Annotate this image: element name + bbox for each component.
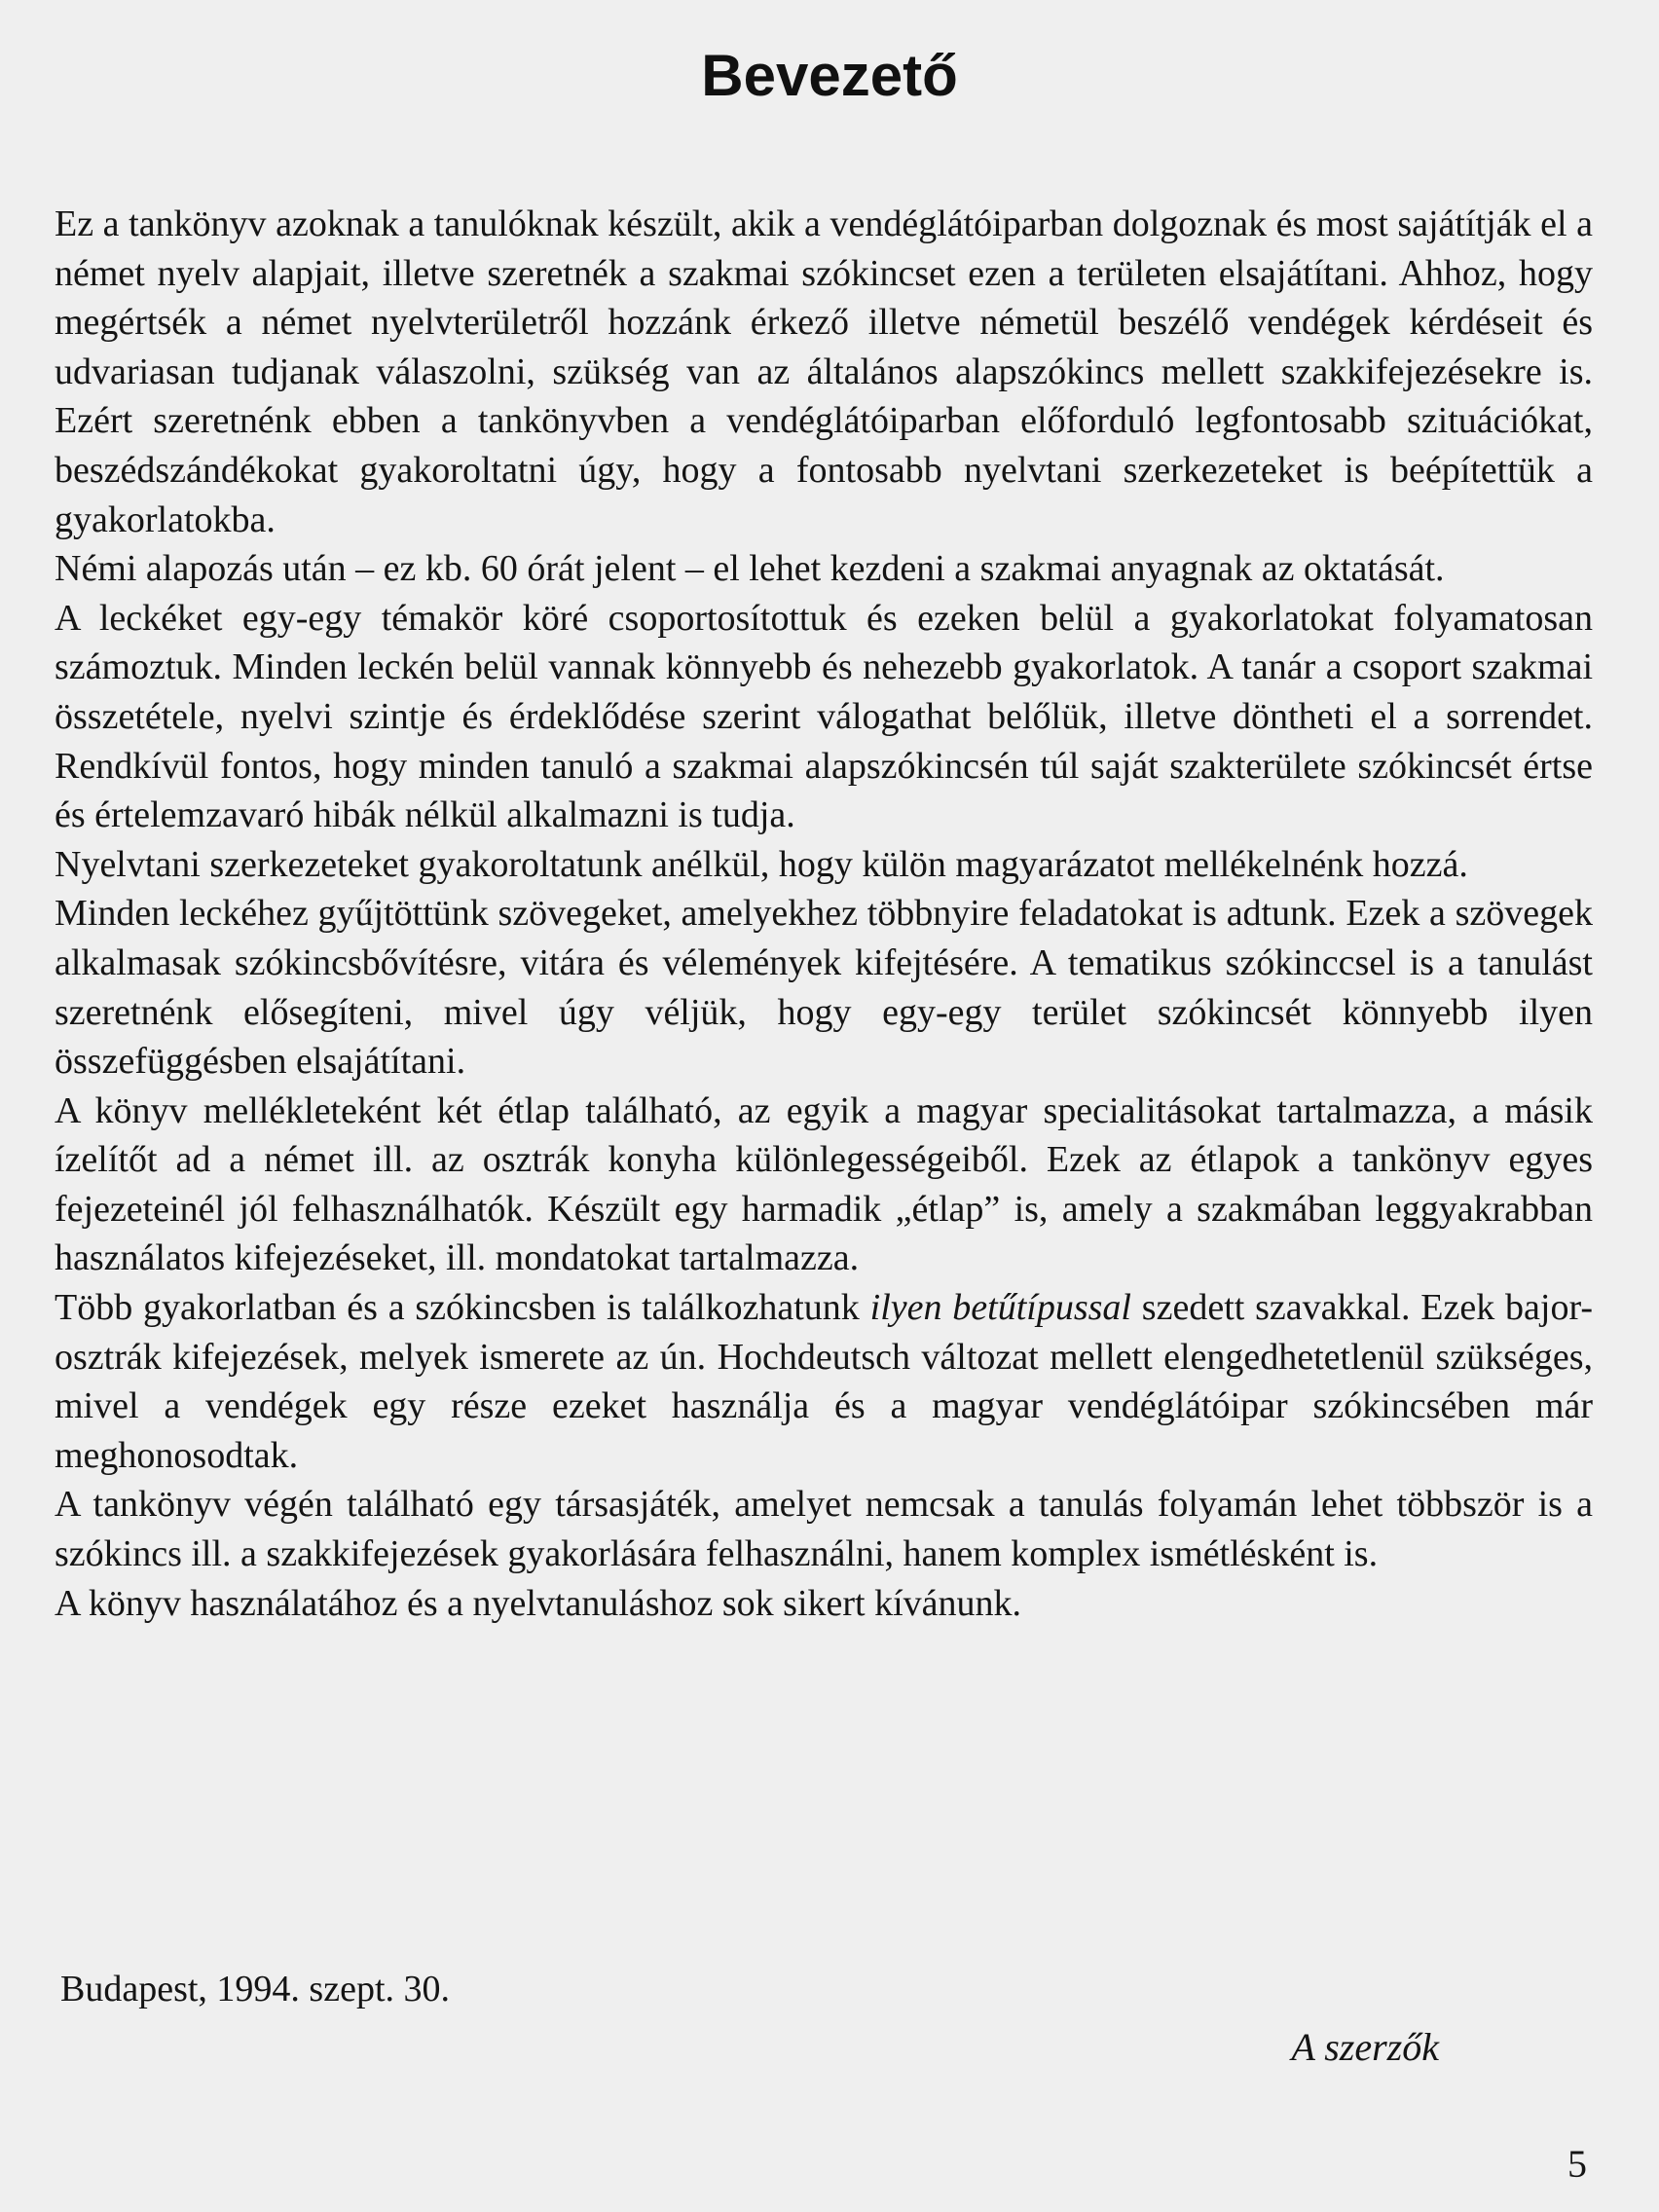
paragraph-8: A tankönyv végén található egy társasjáték, amelyet nemcsak a tanulás folyamán lehet többször is a szókincs ill. a szakkifejezések gyakorlására felhasználni, hanem komplex ismétlésként is. bbox=[55, 1484, 1593, 1575]
place-and-date: Budapest, 1994. szept. 30. bbox=[60, 1969, 451, 2009]
paragraph-1: Ez a tankönyv azoknak a tanulóknak készült, akik a vendéglátóiparban dolgoznak és most sajátítják el a német nyelv alapjait, illetve szeretnék a szakmai szókincset ezen a területen elsajátítani. Ahhoz, hogy megértsék a német nyelvterületről hozzánk érkező illetve németül beszélő vendégek kérdéseit és udvariasan tudjanak válaszolni, szükség van az általános alapszókincs mellett szakkifejezésekre is. Ezért szeretnénk ebben a tankönyvben a vendéglátóiparban előforduló legfontosabb szituációkat, beszédszándékokat gyakoroltatni úgy, hogy a fontosabb nyelvtani szerkezeteket is beépítettük a gyakorlatokba. bbox=[55, 203, 1593, 540]
paragraph-2: Némi alapozás után – ez kb. 60 órát jelent – el lehet kezdeni a szakmai anyagnak az oktatását. bbox=[55, 548, 1445, 590]
paragraph-7-end: szedett szavakkal. Ezek bajor-osztrák kifejezések, melyek ismerete az ún. Hochdeutsch változat mellett elengedhetetlenül szükséges, mivel a vendégek egy része ezeket használja és a magyar vendéglátóipar szókincsében már meghonosodtak. bbox=[55, 1287, 1593, 1476]
paragraph-6: A könyv mellékleteként két étlap található, az egyik a magyar specialitásokat tartalmazza, a másik ízelítőt ad a német ill. az osztrák konyha különlegességeiből. Ezek az étlapok a tankönyv egyes fejezeteinél jól felhasználhatók. Készült egy harmadik „étlap” is, amely a szakmában leggyakrabban használatos kifejezéseket, ill. mondatokat tartalmazza. bbox=[55, 1089, 1593, 1279]
paragraph-4: Nyelvtani szerkezeteket gyakoroltatunk anélkül, hogy külön magyarázatot mellékelnénk hozzá. bbox=[55, 843, 1468, 885]
paragraph-9: A könyv használatához és a nyelvtanuláshoz sok sikert kívánunk. bbox=[55, 1582, 1022, 1624]
italic-example-text: ilyen betűtípussal bbox=[869, 1287, 1131, 1329]
page-number: 5 bbox=[1567, 2142, 1587, 2186]
paragraph-7-start: Több gyakorlatban és a szókincsben is találkozhatunk bbox=[55, 1287, 870, 1329]
paragraph-7 bbox=[55, 1283, 1593, 1480]
paragraph-3: A leckéket egy-egy témakör köré csoportosítottuk és ezeken belül a gyakorlatokat folyamatosan számoztuk. Minden leckén belül vannak könnyebb és nehezebb gyakorlatok. A tanár a csoport szakmai összetétele, nyelvi szintje és érdeklődése szerint válogathat belőlük, illetve döntheti el a sorrendet. Rendkívül fontos, hogy minden tanuló a szakmai alapszókincsén túl saját szakterülete szókincsét értse és értelemzavaró hibák nélkül alkalmazni is tudja. bbox=[55, 597, 1593, 836]
paragraph-5: Minden leckéhez gyűjtöttünk szövegeket, amelyekhez többnyire feladatokat is adtunk. Ezek a szövegek alkalmasak szókincsbővítésre, vitára és vélemények kifejtésére. A tematikus szókinccsel is a tanulást szeretnénk elősegíteni, mivel úgy véljük, hogy egy-egy terület szókincsét könnyebb ilyen összefüggésben elsajátítani. bbox=[55, 893, 1593, 1083]
authors-signature: A szerzők bbox=[1291, 2025, 1439, 2069]
page-title: Bevezető bbox=[701, 43, 958, 108]
body-text bbox=[55, 200, 1593, 1628]
